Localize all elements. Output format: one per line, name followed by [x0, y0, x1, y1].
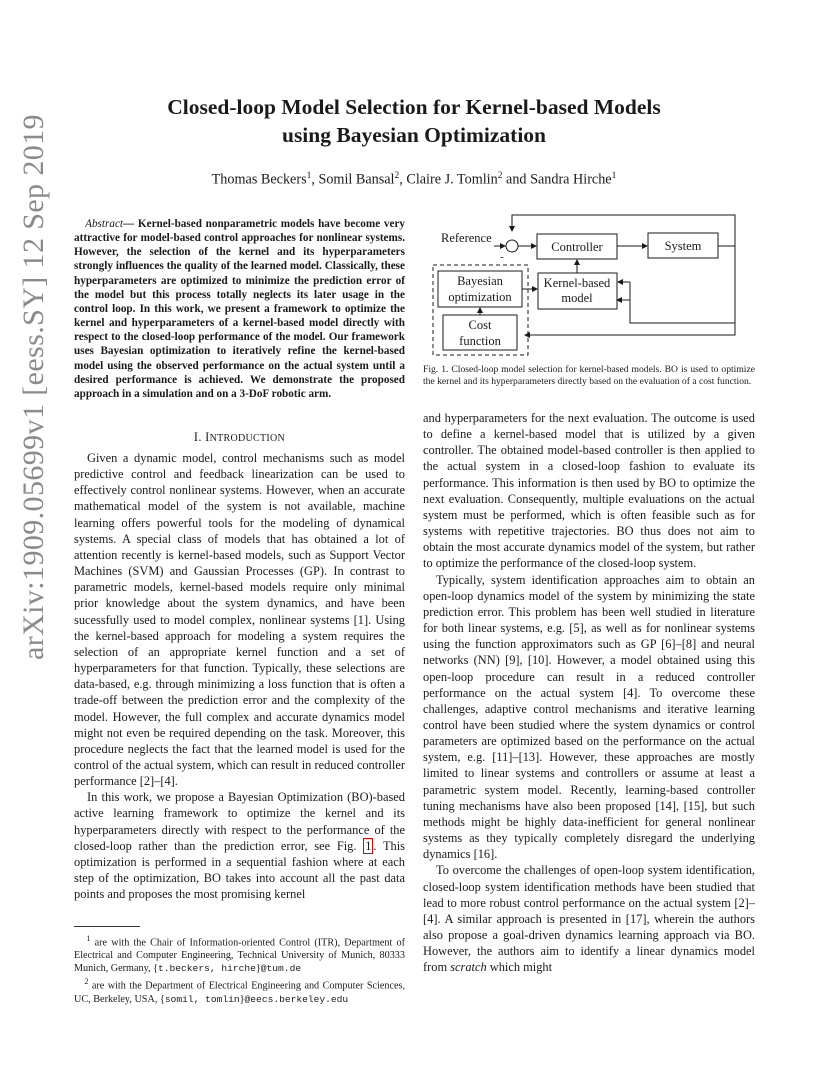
author-name: Claire J. Tomlin [406, 171, 498, 188]
output-to-cost [525, 323, 735, 335]
cost-label-2: function [459, 334, 501, 348]
footnote-text: are with the Department of Electrical Engineering and Computer Sciences, UC, Berkeley, USA, [74, 980, 406, 1005]
author-name: Thomas Beckers [211, 171, 307, 188]
author-name: Sandra Hirche [530, 171, 612, 188]
author-affiliation: 1 [306, 171, 312, 181]
email-brace: { [153, 963, 159, 975]
footnote-mark: 1 [86, 934, 91, 943]
email-domain[interactable]: @tum.de [260, 963, 302, 975]
arxiv-identifier: arXiv:1909.05699v1 [eess.SY] 12 Sep 2019 [17, 114, 50, 660]
section-number: I. [193, 430, 206, 444]
paragraph: Given a dynamic model, control mechanisms such as model predictive control and feedback linearization can be used to effectively control nonlinear systems. However, when an accurate mathematical model of the system is not available, machine learning offers powerful tools for the modeling of dynamical systems. A special class of models that has obtained a lot of attention recently is kernel-based models, such as Support Vector Machines (SVM) and Gaussian Processes (GP). In contrast to parametric models, kernel-based models require only minimal prior knowledge about the system dynamics, and have been sucessfully used to model complex, nonlinear systems [1]. Using the kernel-based approach for modeling a system requires the selection of an appropriate kernel function and a set of hyperparameters for that function. Typically, these selections are data-based, e.g. through minimizing a loss function that is often a trade-off between the prediction error and the complexity of the model. However, the full complex and accurate dynamics model might not even be required depending on the task. Moreover, this procedure neglects the fact that the learned model is used for the control of the actual system, which can result in reduced controller performance [2]–[4]. [74, 451, 405, 789]
right-column-body [423, 410, 755, 975]
author-separator: , [311, 171, 319, 188]
controller-label: Controller [551, 240, 603, 254]
email-brace: } [239, 993, 245, 1005]
footnote-2 [74, 975, 405, 1005]
author-affiliation: 2 [394, 171, 400, 181]
paragraph-text: In this work, we propose a Bayesian Optimization (BO)-based active learning framework to optimize the kernel and its hyperparameters directly with respect to the performance of the closed-loop rather than the prediction error, see Fig. [74, 790, 405, 853]
reference-label: Reference [441, 231, 492, 245]
summing-junction [506, 240, 518, 252]
title-line-2: using Bayesian Optimization [281, 123, 546, 147]
author-separator: and [502, 171, 531, 188]
email-domain[interactable]: @eecs.berkeley.edu [244, 993, 349, 1005]
left-column-body [74, 450, 405, 902]
figure-reference-link[interactable]: 1 [365, 838, 372, 853]
email-address[interactable]: t.beckers, hirche [158, 963, 256, 975]
paragraph: and hyperparameters for the next evaluation. The outcome is used to define a kernel-based model that is utilized by a given controller. The obtained model-based controller is then applied to the actual system in a closed-loop fashion to evaluate its performance. This information is then used by BO to optimize the next evaluation. Consequently, multiple evaluations on the actual system must be performed, which is often feasible such as for systems with repetitive trajectories. BO thus does not aim to obtain the most accurate dynamics model of the system, but rather to optimize the performance of the closed-loop system. [423, 411, 755, 571]
section-title-initial: I [205, 430, 210, 444]
footnote-mark: 2 [84, 977, 89, 987]
abstract-label: Abstract [85, 218, 124, 230]
paragraph [423, 862, 755, 975]
abstract [74, 217, 405, 401]
section-heading-introduction [74, 430, 405, 445]
bayes-label-2: optimization [448, 290, 512, 304]
kernel-label-1: Kernel-based [543, 276, 611, 290]
paper-title [0, 93, 828, 149]
feedback-line [512, 215, 735, 246]
footnotes [74, 932, 405, 1006]
paragraph-text: . This optimization is performed in a sequential fashion where at each step of the optimization, BO takes into account all the past data points and proposes the most promising kernel [74, 838, 405, 902]
paragraph-text: which might [486, 960, 553, 975]
email-brace: } [255, 963, 261, 975]
paragraph: Typically, system identification approaches aim to obtain an open-loop dynamics model of the system by minimizing the state prediction error. This problem has been well studied in literature for both linear systems, e.g. [5], as well as for nonlinear systems using the function approximators such as GP [6]–[8] and neural networks (NN) [9], [10]. However, a model obtained using this open-loop procedure can result in a reduced controller performance on the actual system [4]. To overcome these challenges, adaptive control mechanisms and iterative learning control have been studied where the system dynamics or control parameters are optimized based on the performance on the actual system, e.g. [11]–[13]. However, these approaches are mostly limited to linear systems and controllers or assume at least a parametric system model. Recently, learning-based controller tuning mechanisms have also been proposed [14], [15], but such methods might be highly data-inefficient for general nonlinear systems as they typically completely disregard the underlying dynamics [16]. [423, 572, 755, 862]
paragraph-text: To overcome the challenges of open-loop system identification, closed-loop system identification methods have been studied that lead to more robust control performance on the actual system [2]–[4]. A similar approach is presented in [17], wherein the authors also propose a goal-driven dynamics learning approach via BO. However, the authors aim to identify a linear dynamics model from [423, 863, 755, 975]
author-list [0, 171, 828, 189]
email-brace: { [159, 993, 165, 1005]
author-affiliation: 2 [497, 171, 503, 181]
author-separator: , [399, 171, 407, 188]
footnote-1 [74, 932, 405, 975]
cost-label-1: Cost [468, 318, 492, 332]
section-title-rest: NTRODUCTION [209, 433, 286, 444]
footnote-rule [74, 926, 140, 927]
email-address[interactable]: somil, tomlin [164, 993, 240, 1005]
abstract-text: — Kernel-based nonparametric models have become very attractive for model-based control approaches for nonlinear systems. However, the selection of the kernel and its hyperparameters strongly influences the quality of the learned model. Classically, these hyperparameters are optimized to minimize the prediction error of the model but this process totally neglects its later usage in the control loop. In this work, we present a framework to optimize the kernel and hyperparameters of a kernel-based model directly with respect to the closed-loop performance of the model. Our framework uses Bayesian optimization to iteratively refine the kernel-based model using the observed performance on the actual system until a desired performance is achieved. We demonstrate the proposed approach in a simulation and on a 3-DoF robotic arm. [74, 218, 405, 400]
footnote-text: are with the Chair of Information-oriented Control (ITR), Department of Electrical and Computer Engineering, Technical University of Munich, 80333 Munich, Germany, [74, 937, 405, 975]
paragraph [74, 789, 405, 902]
kernel-label-2: model [561, 291, 593, 305]
emphasis: scratch [450, 960, 487, 975]
author-affiliation: 1 [611, 171, 617, 181]
figure-1-diagram [430, 205, 750, 360]
title-line-1: Closed-loop Model Selection for Kernel-based Models [167, 95, 661, 119]
minus-sign: - [500, 251, 504, 263]
system-label: System [664, 239, 702, 253]
author-name: Somil Bansal [318, 171, 395, 188]
figure-1-caption: Fig. 1. Closed-loop model selection for kernel-based models. BO is used to optimize the kernel and its hyperparameters directly based on the evaluation of a cost function. [423, 364, 755, 387]
bayes-label-1: Bayesian [457, 274, 503, 288]
